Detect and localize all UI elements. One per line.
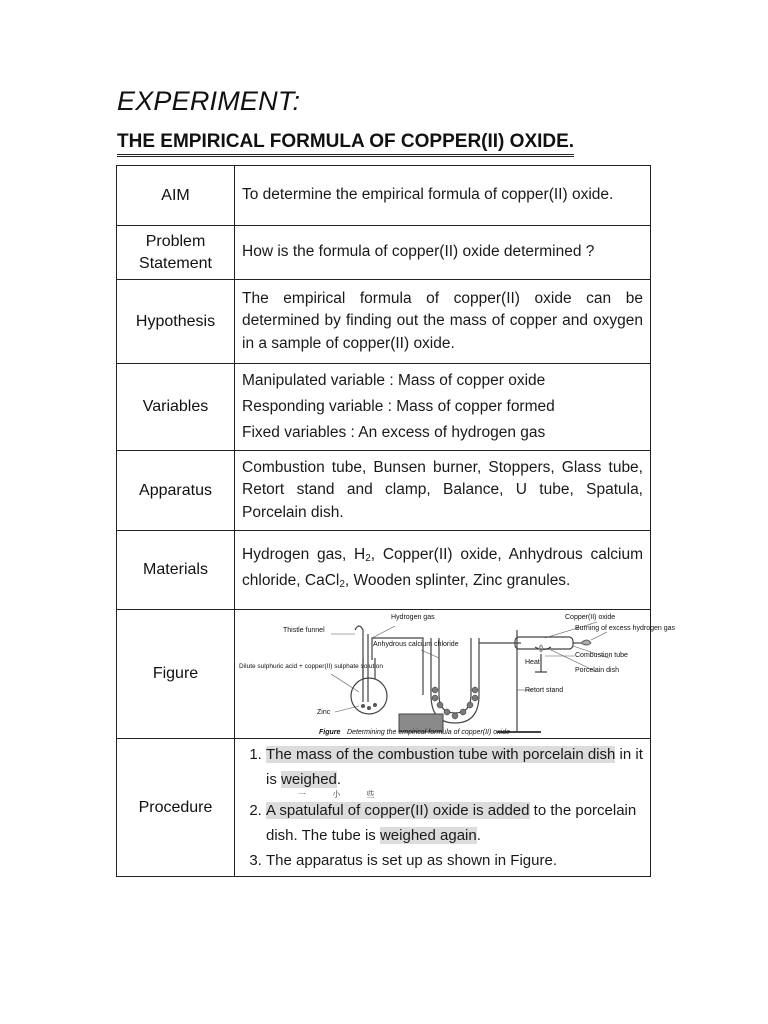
hypothesis-label: Hypothesis <box>117 280 235 364</box>
label-thistle-funnel: Thistle funnel <box>283 627 325 634</box>
procedure-content <box>235 739 651 877</box>
label-hydrogen-gas: Hydrogen gas <box>391 614 435 621</box>
label-heat: Heat <box>525 659 540 666</box>
step2-end: . <box>476 827 481 844</box>
materials-row <box>117 531 651 610</box>
problem-row <box>117 226 651 280</box>
combustion-tube <box>515 637 573 649</box>
responding-variable: Responding variable : Mass of copper formed <box>242 398 555 415</box>
problem-label-line1: Problem <box>145 232 206 250</box>
step2-highlight-2: weighed again <box>379 827 477 844</box>
page-subtitle: THE EMPIRICAL FORMULA OF COPPER(II) OXIDE. <box>117 130 574 157</box>
hypothesis-row <box>117 280 651 364</box>
step1-highlight: The mass of the combustion tube with porcelain dish <box>266 746 616 763</box>
label-retort-stand: Retort stand <box>525 687 564 694</box>
variables-content <box>235 364 651 451</box>
aim-text: To determine the empirical formula of copper(II) oxide. <box>235 166 651 226</box>
u-tube <box>431 638 479 723</box>
materials-part3: , Wooden splinter, Zinc granules. <box>344 572 571 589</box>
step1-mid: in it is <box>266 746 643 788</box>
procedure-list <box>242 742 643 873</box>
step1-end: . <box>336 771 342 788</box>
apparatus-label: Apparatus <box>117 451 235 531</box>
procedure-step-3: 3. The apparatus is set up as shown in Figure. <box>266 848 643 873</box>
materials-sub1: 2 <box>365 552 371 564</box>
apparatus-diagram <box>235 610 676 738</box>
handwritten-annotation: 一 小 些 <box>298 790 387 799</box>
materials-part1: Hydrogen gas, H <box>242 545 366 563</box>
step2-mid: to the porcelain dish. The tube is <box>266 802 637 844</box>
hypothesis-text: The empirical formula of copper(II) oxide can be determined by finding out the mass of copper and oxygen in a sample of copper(II) oxide. <box>235 280 651 364</box>
aim-label: AIM <box>117 166 235 226</box>
experiment-table <box>116 165 676 877</box>
figure-label: Figure <box>117 610 235 739</box>
page-title: EXPERIMENT: <box>117 86 301 116</box>
label-dilute-acid: Dilute sulphuric acid + copper(II) sulphate solution <box>239 663 383 670</box>
caption-figure: Figure <box>319 729 341 736</box>
problem-label <box>117 226 235 280</box>
materials-sub2: 2 <box>339 579 345 590</box>
manipulated-variable: Manipulated variable : Mass of copper oxide <box>242 372 546 389</box>
label-anhydrous: Anhydrous calcium chloride <box>373 641 459 648</box>
variables-label: Variables <box>117 364 235 451</box>
apparatus-text: Combustion tube, Bunsen burner, Stoppers, Glass tube, Retort stand and clamp, Balance, U tube, Spatula, Porcelain dish. <box>235 451 651 531</box>
fixed-variables: Fixed variables : An excess of hydrogen gas <box>242 424 546 441</box>
problem-label-line2: Statement <box>139 254 212 272</box>
procedure-step-2 <box>266 798 643 848</box>
materials-label: Materials <box>117 531 235 610</box>
step2-highlight: A spatulaful of copper(II) oxide is added <box>266 802 530 819</box>
problem-text: How is the formula of copper(II) oxide determined ? <box>235 226 651 280</box>
caption-text: Determining the empirical formula of copper(II) oxide <box>347 729 511 736</box>
procedure-row <box>117 739 651 877</box>
figure-row <box>117 610 651 739</box>
apparatus-row <box>117 451 651 531</box>
materials-text <box>235 531 651 610</box>
aim-row <box>117 166 651 226</box>
label-porcelain-dish: Porcelain dish <box>575 667 619 674</box>
label-copper-oxide: Copper(II) oxide <box>565 614 616 621</box>
procedure-step-1 <box>266 742 643 798</box>
variables-row <box>117 364 651 451</box>
label-combustion-tube: Combustion tube <box>575 652 628 659</box>
step1-highlight-2: weighed <box>281 771 337 788</box>
flame-icon <box>581 640 591 645</box>
figure-cell <box>235 610 676 739</box>
label-burning: Burning of excess hydrogen gas <box>575 625 676 632</box>
procedure-label: Procedure <box>117 739 235 877</box>
materials-part2: , Copper(II) oxide, Anhydrous calcium chloride, CaCl <box>242 545 643 589</box>
label-zinc: Zinc <box>317 709 331 716</box>
